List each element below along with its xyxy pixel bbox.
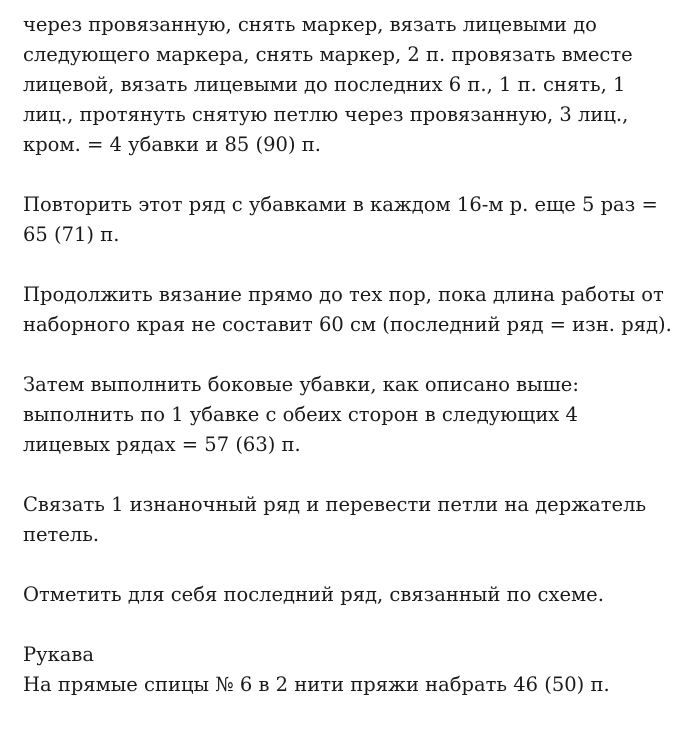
text-line: через провязанную, снять маркер, вязать лицевыми до (23, 13, 597, 36)
text-line: На прямые спицы № 6 в 2 нити пряжи набрать 46 (50) п. (23, 673, 610, 696)
section-heading: Рукава (23, 643, 95, 666)
document-page (23, 10, 683, 730)
text-line: Связать 1 изнаночный ряд и перевести петли на держатель (23, 493, 647, 516)
paragraph-side-decreases (23, 370, 683, 460)
paragraph-purl-row-holder (23, 490, 683, 550)
text-line: Отметить для себя последний ряд, связанный по схеме. (23, 583, 604, 606)
text-line: лицевых рядах = 57 (63) п. (23, 433, 301, 456)
text-line: следующего маркера, снять маркер, 2 п. провязать вместе (23, 43, 633, 66)
text-line: лицевой, вязать лицевыми до последних 6 п., 1 п. снять, 1 (23, 73, 626, 96)
text-line: выполнить по 1 убавке с обеих сторон в следующих 4 (23, 403, 578, 426)
paragraph-mark-last-row (23, 580, 683, 610)
paragraph-continue-straight (23, 280, 683, 340)
text-line: Повторить этот ряд с убавками в каждом 16-м р. еще 5 раз = (23, 193, 658, 216)
text-line: Продолжить вязание прямо до тех пор, пока длина работы от (23, 283, 664, 306)
section-sleeves (23, 640, 683, 700)
text-line: наборного края не составит 60 см (последний ряд = изн. ряд). (23, 313, 672, 336)
text-line: лиц., протянуть снятую петлю через провязанную, 3 лиц., (23, 103, 629, 126)
paragraph-repeat-row (23, 190, 683, 250)
paragraph-decrease-row (23, 10, 683, 160)
text-line: 65 (71) п. (23, 223, 120, 246)
text-line: кром. = 4 убавки и 85 (90) п. (23, 133, 321, 156)
text-line: петель. (23, 523, 100, 546)
text-line: Затем выполнить боковые убавки, как описано выше: (23, 373, 579, 396)
